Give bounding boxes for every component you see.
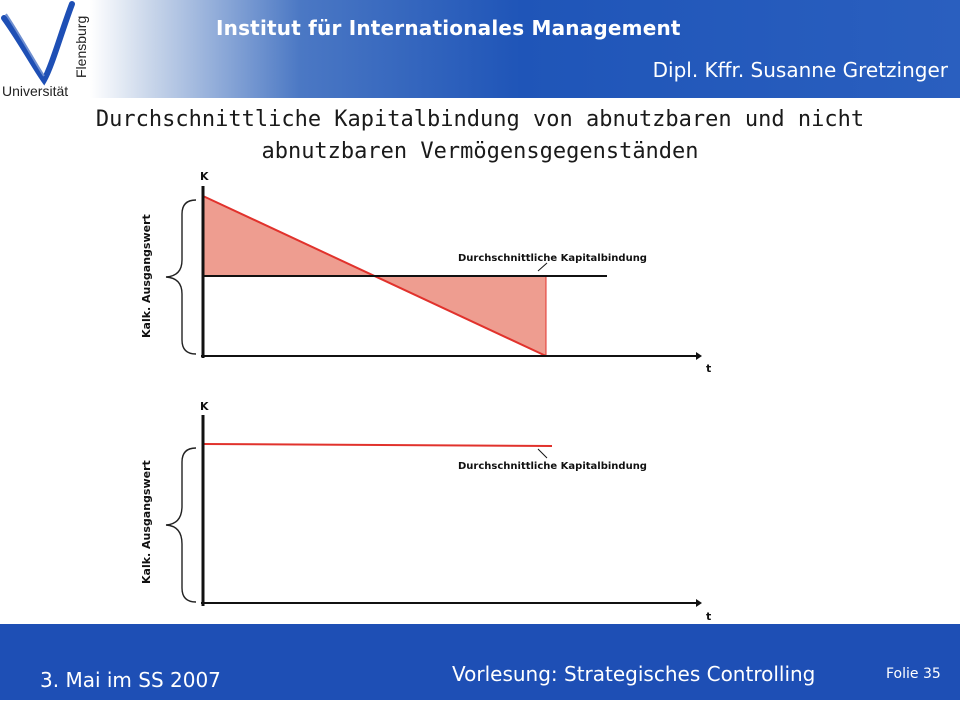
bottom-annotation-leader — [538, 449, 547, 458]
bottom-x-axis-arrow — [696, 599, 702, 607]
top-x-axis-label: t — [706, 362, 712, 375]
top-diagram — [140, 170, 711, 375]
bottom-bracket-label: Kalk. Ausgangswert — [140, 460, 153, 584]
logo-university-text: Universität — [2, 83, 69, 98]
capital-binding-diagram — [120, 160, 740, 620]
bottom-y-axis-label: K — [200, 400, 209, 413]
slide-title — [40, 104, 920, 168]
university-flensburg-logo-icon — [0, 0, 98, 98]
bottom-annotation: Durchschnittliche Kapitalbindung — [458, 461, 647, 472]
top-annotation: Durchschnittliche Kapitalbindung — [458, 253, 647, 264]
top-y-axis-label: K — [200, 170, 209, 183]
slide-title-line1: Durchschnittliche Kapitalbindung von abnutzbaren und nicht — [95, 107, 865, 132]
bottom-bracket — [166, 448, 196, 602]
top-bracket — [166, 200, 196, 354]
author-name: Dipl. Kffr. Susanne Gretzinger — [652, 58, 948, 82]
top-annotation-leader — [538, 263, 547, 271]
bottom-x-axis-label: t — [706, 610, 712, 620]
top-bracket-label: Kalk. Ausgangswert — [140, 214, 153, 338]
footer-lecture: Vorlesung: Strategisches Controlling — [452, 662, 816, 686]
bottom-diagram — [140, 400, 711, 620]
top-x-axis-arrow — [696, 352, 702, 360]
footer-date: 3. Mai im SS 2007 — [40, 668, 221, 692]
bottom-average-line — [203, 444, 552, 446]
header-banner — [0, 0, 960, 98]
slide-title-line2: abnutzbaren Vermögensgegenständen — [261, 139, 699, 164]
logo-city-text: Flensburg — [73, 15, 89, 78]
footer-folio: Folie 35 — [886, 666, 941, 682]
university-logo — [0, 0, 98, 98]
institute-name: Institut für Internationales Management — [216, 16, 681, 40]
